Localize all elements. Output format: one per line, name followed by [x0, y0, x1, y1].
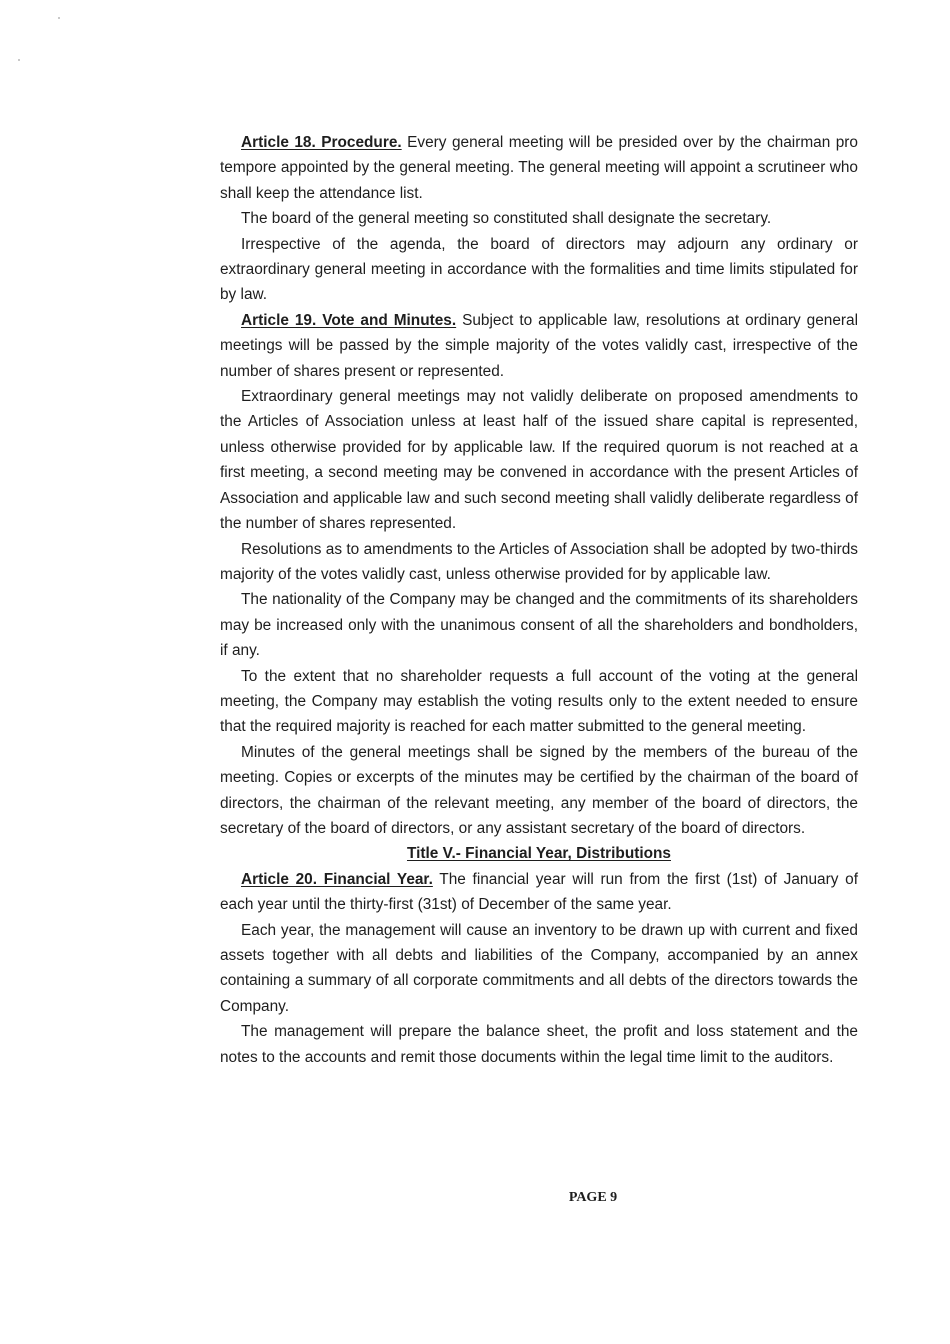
- paragraph-voting-account: To the extent that no shareholder requests a full account of the voting at the general meeting, the Company may establish the voting results only to the extent needed to ensure that the required majority is reached for each matter submitted to the general meeting.: [220, 667, 858, 736]
- scan-speck: [58, 17, 60, 19]
- paragraph-article-20: [220, 867, 858, 918]
- article-20-text: The financial year will run from the first (1st) of January of each year until the thirty-first (31st) of December of the same year.: [220, 870, 858, 914]
- paragraph-minutes: Minutes of the general meetings shall be signed by the members of the bureau of the meeting. Copies or excerpts of the minutes may be certified by the chairman of the board of directors, the chairman of the relevant meeting, any member of the board of directors, the secretary of the board of directors, or any assistant secretary of the board of directors.: [220, 743, 858, 837]
- article-19-text: Subject to applicable law, resolutions at ordinary general meetings will be passed by the simple majority of the votes validly cast, irrespective of the number of shares present or represented.: [220, 311, 859, 380]
- paragraph-adjourn: Irrespective of the agenda, the board of directors may adjourn any ordinary or extraordinary general meeting in accordance with the formalities and time limits stipulated for by law.: [220, 235, 858, 304]
- paragraph-article-18: [220, 130, 858, 206]
- paragraph-inventory: Each year, the management will cause an inventory to be drawn up with current and fixed assets together with all debts and liabilities of the Company, accompanied by an annex containing a summary of all corporate commitments and all debts of the directors towards the Company.: [220, 921, 858, 1015]
- section-title-v: Title V.- Financial Year, Distributions: [406, 845, 671, 863]
- article-18-heading: Article 18. Procedure.: [241, 134, 402, 151]
- paragraph-extraordinary-meetings: Extraordinary general meetings may not validly deliberate on proposed amendments to the Articles of Association unless at least half of the issued share capital is represented, unless otherwise provided for by applicable law. If the required quorum is not reached at a first meeting, a second meeting may be convened in accordance with the present Articles of Association and applicable law and such second meeting shall validly deliberate regardless of the number of shares represented.: [220, 388, 858, 533]
- paragraph-balance-sheet: The management will prepare the balance sheet, the profit and loss statement and the notes to the accounts and remit those documents within the legal time limit to the auditors.: [220, 1023, 858, 1066]
- paragraph-secretary: The board of the general meeting so constituted shall designate the secretary.: [241, 210, 772, 228]
- article-19-heading: Article 19. Vote and Minutes.: [241, 311, 457, 329]
- paragraph-resolutions: Resolutions as to amendments to the Articles of Association shall be adopted by two-thirds majority of the votes validly cast, unless otherwise provided for by applicable law.: [220, 540, 858, 583]
- scan-speck: [18, 59, 20, 61]
- article-18-text: Every general meeting will be presided over by the chairman pro tempore appointed by the general meeting. The general meeting will appoint a scrutineer who shall keep the attendance list.: [220, 134, 858, 202]
- article-20-heading: Article 20. Financial Year.: [241, 870, 433, 888]
- paragraph-article-19: [220, 308, 858, 384]
- page-number: PAGE 9: [568, 1190, 618, 1205]
- paragraph-nationality: The nationality of the Company may be changed and the commitments of its shareholders may be increased only with the unanimous consent of all the shareholders and bondholders, if any.: [220, 591, 858, 660]
- document-body: [220, 130, 858, 1070]
